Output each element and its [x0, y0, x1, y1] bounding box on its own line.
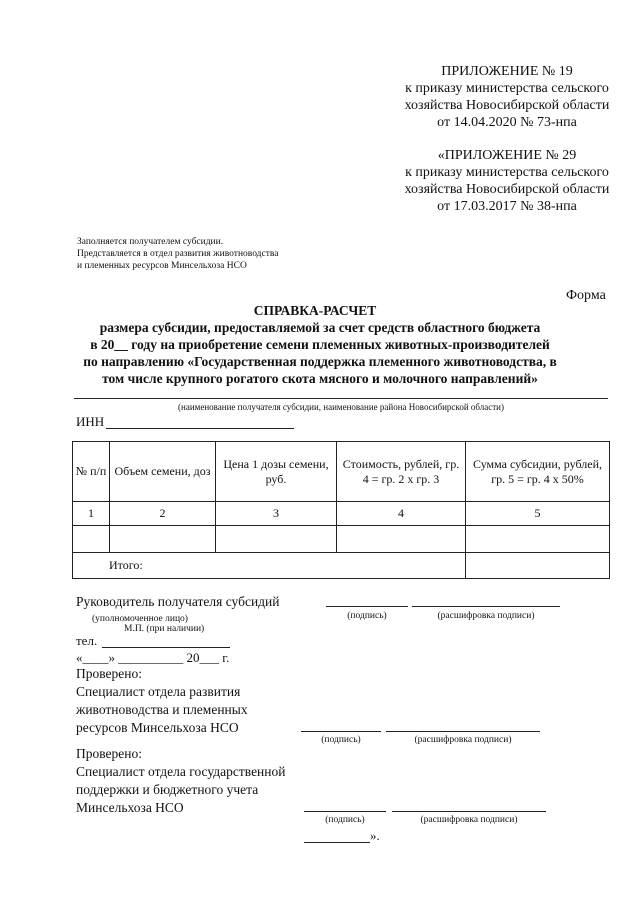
document-title	[0, 302, 640, 387]
appendix-29-line2: хозяйства Новосибирской области	[404, 182, 610, 197]
head-signature-caption: (подпись)	[347, 611, 387, 621]
inn-line	[106, 428, 294, 429]
tel-line	[102, 647, 230, 648]
spec2-decoding-caption: (расшифровка подписи)	[420, 815, 518, 825]
header-cost: Стоимость, рублей, гр. 4 = гр. 2 х гр. 3	[337, 442, 466, 502]
spec1-line1: Специалист отдела развития	[76, 684, 241, 699]
appendix-19-line1: к приказу министерства сельского	[405, 81, 609, 96]
title-line3: в 20__ году на приобретение семени племенных животных-производителей	[90, 337, 550, 352]
head-sub-caption: (уполномоченное лицо)	[92, 614, 188, 624]
spec2-signature-caption: (подпись)	[325, 815, 365, 825]
header-volume: Объем семени, доз	[110, 442, 216, 502]
spec2-line3: Минсельхоза НСО	[76, 800, 184, 815]
header-number: № п/п	[73, 442, 110, 502]
specialist2-block	[76, 745, 285, 817]
spec1-line2: животноводства и племенных	[76, 702, 248, 717]
appendix-29-block	[380, 147, 634, 215]
spec1-line3: ресурсов Минсельхоза НСО	[76, 720, 239, 735]
header-price: Цена 1 дозы семени, руб.	[216, 442, 337, 502]
table-header-row	[73, 442, 610, 502]
table-cell	[337, 526, 466, 553]
title-line2: размера субсидии, предоставляемой за счет средств областного бюджета	[99, 320, 541, 335]
title-line4: по направлению «Государственная поддержка племенного животноводства, в	[83, 354, 557, 369]
closing-line	[304, 842, 370, 843]
col-number: 1	[73, 502, 110, 526]
appendix-19-line3: от 14.04.2020 № 73-нпа	[437, 115, 577, 130]
recipient-line	[74, 398, 608, 399]
head-signature-line	[326, 606, 408, 607]
header-subsidy: Сумма субсидии, рублей, гр. 5 = гр. 4 х 50%	[466, 442, 610, 502]
date-line: «____» __________ 20___ г.	[76, 650, 230, 665]
spec1-decoding-caption: (расшифровка подписи)	[414, 735, 512, 745]
head-label: Руководитель получателя субсидий	[76, 594, 280, 609]
head-decoding-line	[412, 606, 560, 607]
appendix-19-line2: хозяйства Новосибирской области	[404, 98, 610, 113]
table-cell	[73, 526, 110, 553]
checked1-label: Проверено:	[76, 666, 143, 681]
spec1-decoding-line	[386, 731, 540, 732]
calculation-table	[72, 441, 610, 579]
spec2-line1: Специалист отдела государственной	[76, 764, 286, 779]
spec1-signature-caption: (подпись)	[321, 735, 361, 745]
spec1-signature-line	[301, 731, 381, 732]
tel-label: тел.	[76, 633, 98, 648]
title-line1: СПРАВКА-РАСЧЕТ	[253, 303, 377, 318]
col-number: 2	[110, 502, 216, 526]
fill-note-line2: Представляется в отдел развития животноводства	[77, 249, 279, 259]
specialist1-block	[76, 665, 248, 737]
table-cell	[216, 526, 337, 553]
col-number: 4	[337, 502, 466, 526]
table-row	[73, 502, 610, 526]
fill-note-line1: Заполняется получателем субсидии.	[77, 237, 224, 247]
table-cell	[110, 526, 216, 553]
fill-note	[77, 236, 278, 272]
spec2-signature-line	[304, 811, 386, 812]
appendix-29-line3: от 17.03.2017 № 38-нпа	[437, 199, 577, 214]
appendix-19-title: ПРИЛОЖЕНИЕ № 19	[441, 64, 573, 79]
total-label: Итого:	[73, 553, 466, 579]
table-row	[73, 526, 610, 553]
spec2-decoding-line	[392, 811, 546, 812]
closing-quote: ».	[370, 828, 380, 843]
total-value	[466, 553, 610, 579]
fill-note-line3: и племенных ресурсов Минсельхоза НСО	[77, 261, 247, 271]
col-number: 3	[216, 502, 337, 526]
recipient-caption: (наименование получателя субсидии, наименование района Новосибирской области)	[178, 402, 504, 412]
inn-label: ИНН	[76, 414, 105, 429]
table-cell	[466, 526, 610, 553]
col-number: 5	[466, 502, 610, 526]
appendix-19-block	[380, 63, 634, 131]
spec2-line2: поддержки и бюджетного учета	[76, 782, 259, 797]
mp-caption: М.П. (при наличии)	[124, 624, 205, 634]
appendix-29-title: «ПРИЛОЖЕНИЕ № 29	[437, 148, 577, 163]
total-row	[73, 553, 610, 579]
head-decoding-caption: (расшифровка подписи)	[437, 611, 535, 621]
checked2-label: Проверено:	[76, 746, 143, 761]
form-label: Форма	[566, 288, 606, 303]
appendix-29-line1: к приказу министерства сельского	[405, 165, 609, 180]
title-line5: том числе крупного рогатого скота мясного и молочного направлений»	[102, 371, 538, 386]
